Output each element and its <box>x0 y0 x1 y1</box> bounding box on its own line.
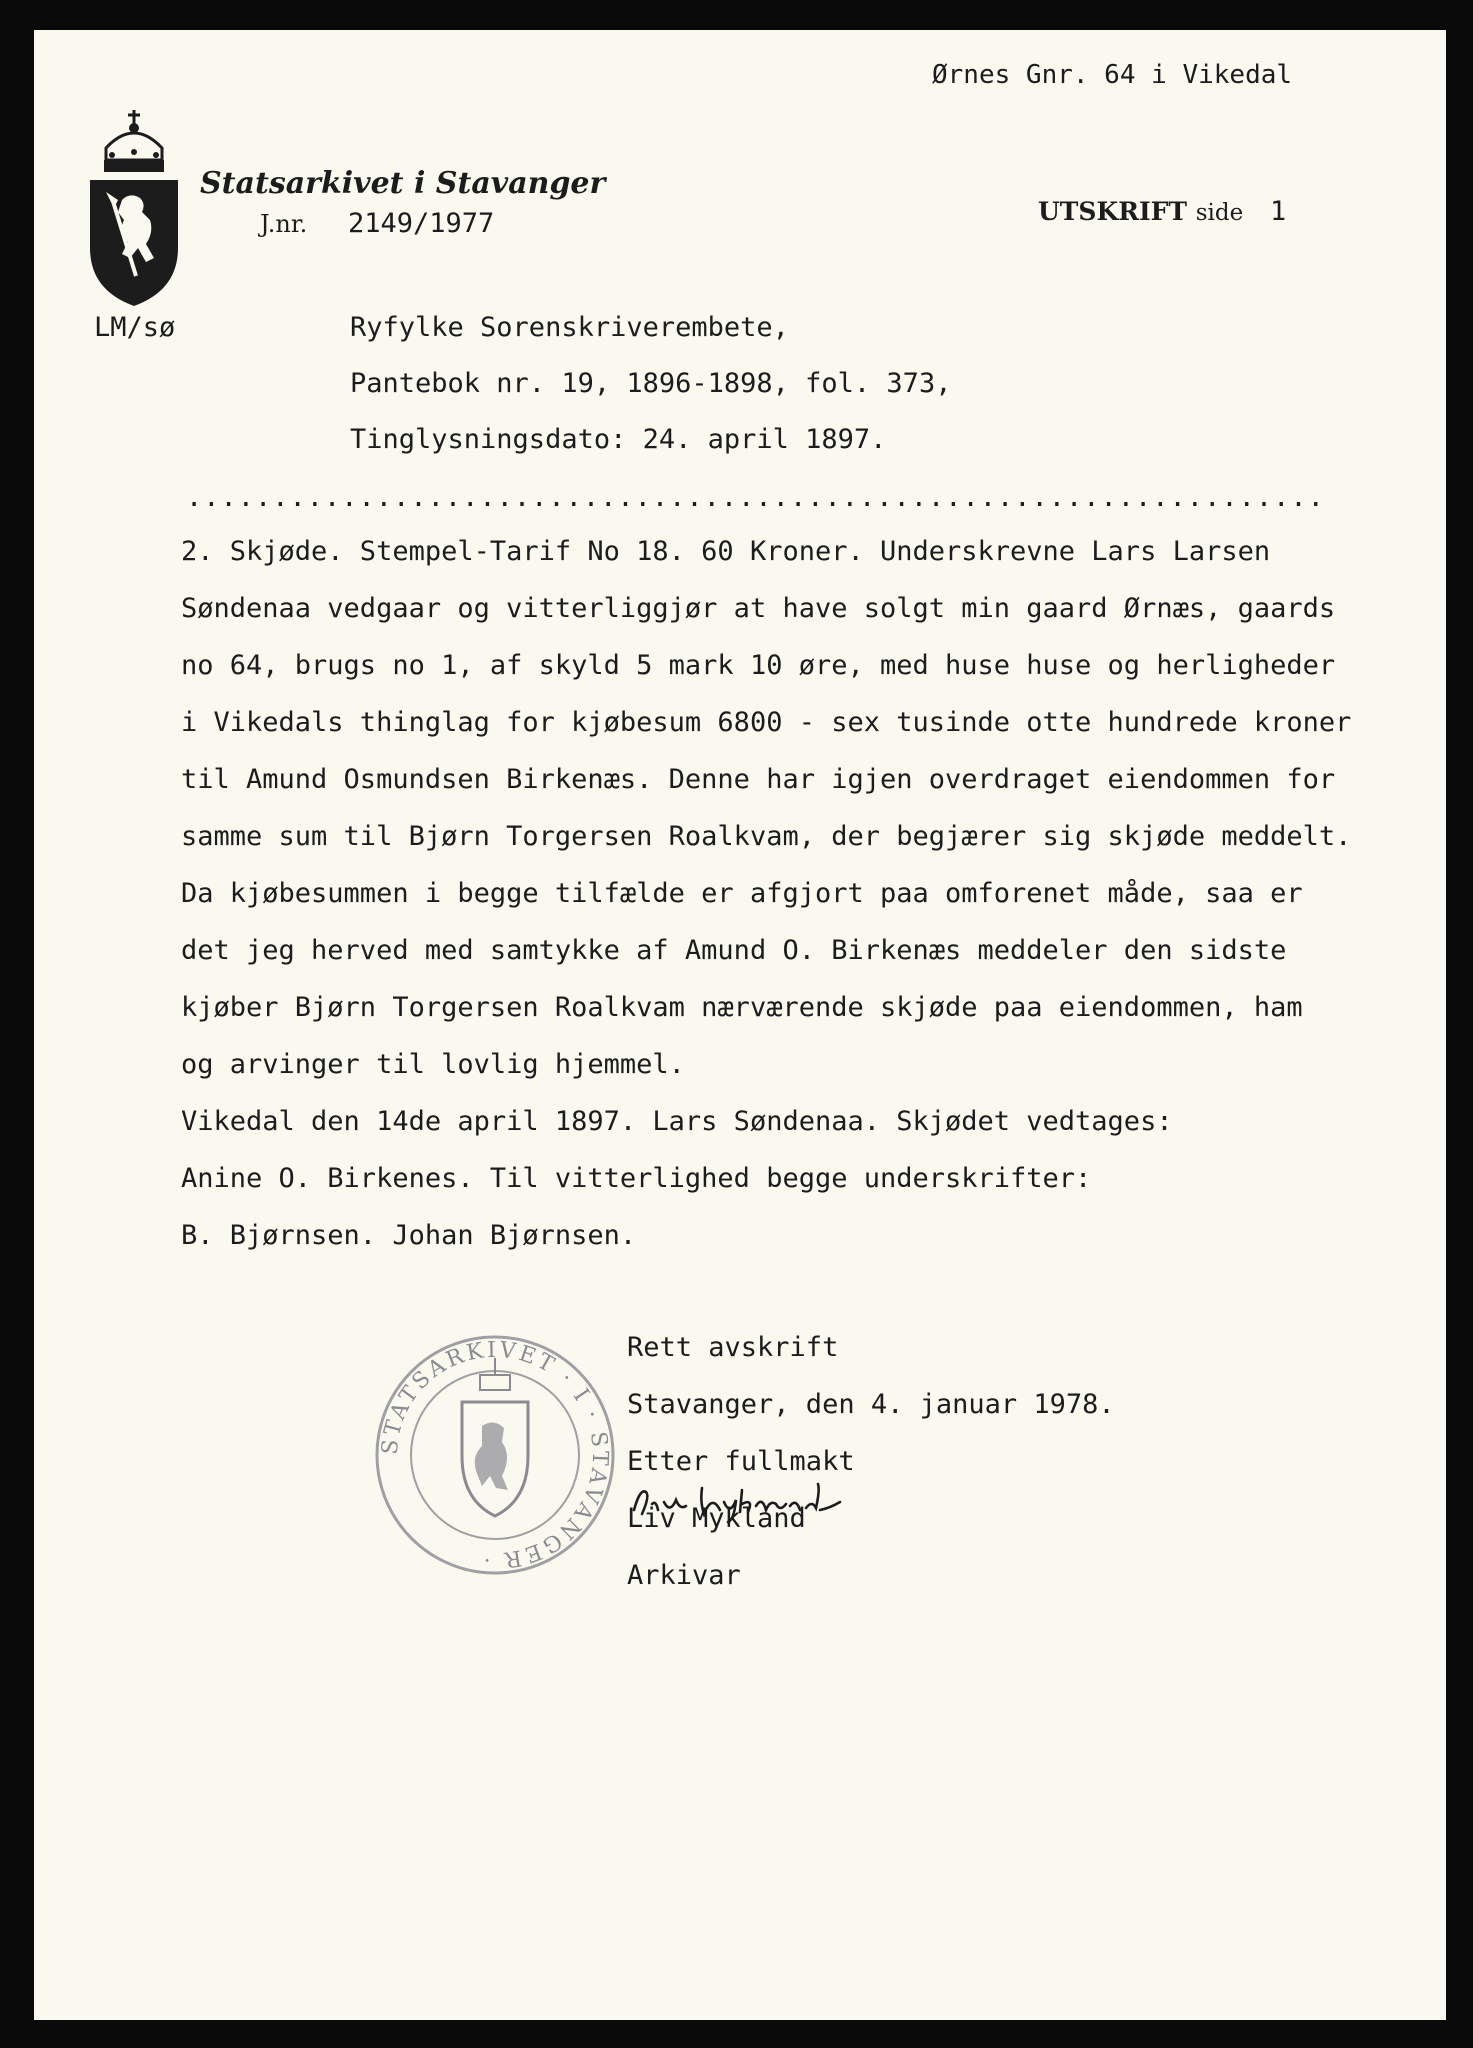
property-reference: Ørnes Gnr. 64 i Vikedal <box>932 60 1293 90</box>
closing-place-date: Stavanger, den 4. januar 1978. <box>627 1389 1115 1420</box>
signer-title: Arkivar <box>627 1560 741 1591</box>
address-line-1: Ryfylke Sorenskriverembete, <box>350 312 789 343</box>
archive-seal-icon <box>370 1330 620 1580</box>
journal-number: 2149/1977 <box>348 208 495 239</box>
body-line: og arvinger til lovlig hjemmel. <box>181 1049 685 1080</box>
body-line: det jeg herved med samtykke af Amund O. Birkenæs meddeler den sidste <box>181 935 1287 966</box>
body-line: kjøber Bjørn Torgersen Roalkvam nærværende skjøde paa eiendommen, ham <box>181 992 1303 1023</box>
dotted-separator: .................................................................. <box>186 482 1325 513</box>
author-initials: LM/sø <box>94 312 176 343</box>
side-label: side <box>1195 200 1244 226</box>
body-line: samme sum til Bjørn Torgersen Roalkvam, der begjærer sig skjøde meddelt. <box>181 821 1352 852</box>
body-line: Da kjøbesummen i begge tilfælde er afgjort paa omforenet måde, saa er <box>181 878 1303 909</box>
institution-name: Statsarkivet i Stavanger <box>200 166 606 201</box>
address-line-2: Pantebok nr. 19, 1896-1898, fol. 373, <box>350 368 952 399</box>
norwegian-coat-of-arms-icon <box>84 108 184 308</box>
body-line: no 64, brugs no 1, af skyld 5 mark 10 øre, med huse huse og herligheder <box>181 650 1336 681</box>
closing-authority: Etter fullmakt <box>627 1446 855 1477</box>
body-line: Anine O. Birkenes. Til vitterlighed begge underskrifter: <box>181 1163 1092 1194</box>
body-line: Vikedal den 14de april 1897. Lars Søndenaa. Skjødet vedtages: <box>181 1106 1173 1137</box>
journal-number-label: J.nr. <box>260 210 308 238</box>
body-line: 2. Skjøde. Stempel-Tarif No 18. 60 Kroner. Underskrevne Lars Larsen <box>181 536 1271 567</box>
body-line: Søndenaa vedgaar og vitterliggjør at have solgt min gaard Ørnæs, gaards <box>181 593 1336 624</box>
body-line: B. Bjørnsen. Johan Bjørnsen. <box>181 1220 637 1251</box>
address-line-3: Tinglysningsdato: 24. april 1897. <box>350 424 887 455</box>
body-line: til Amund Osmundsen Birkenæs. Denne har igjen overdraget eiendommen for <box>181 764 1336 795</box>
document-page <box>34 30 1446 2020</box>
utskrift-label: UTSKRIFT <box>1038 197 1188 226</box>
closing-certification: Rett avskrift <box>627 1332 839 1363</box>
utskrift-heading <box>1038 196 1286 227</box>
signer-name: Liv Mykland <box>627 1503 806 1534</box>
body-line: i Vikedals thinglag for kjøbesum 6800 - sex tusinde otte hundrede kroner <box>181 707 1352 738</box>
page-number: 1 <box>1269 196 1287 227</box>
seal-text: STATSARKIVET · I · STAVANGER · <box>377 1337 613 1573</box>
